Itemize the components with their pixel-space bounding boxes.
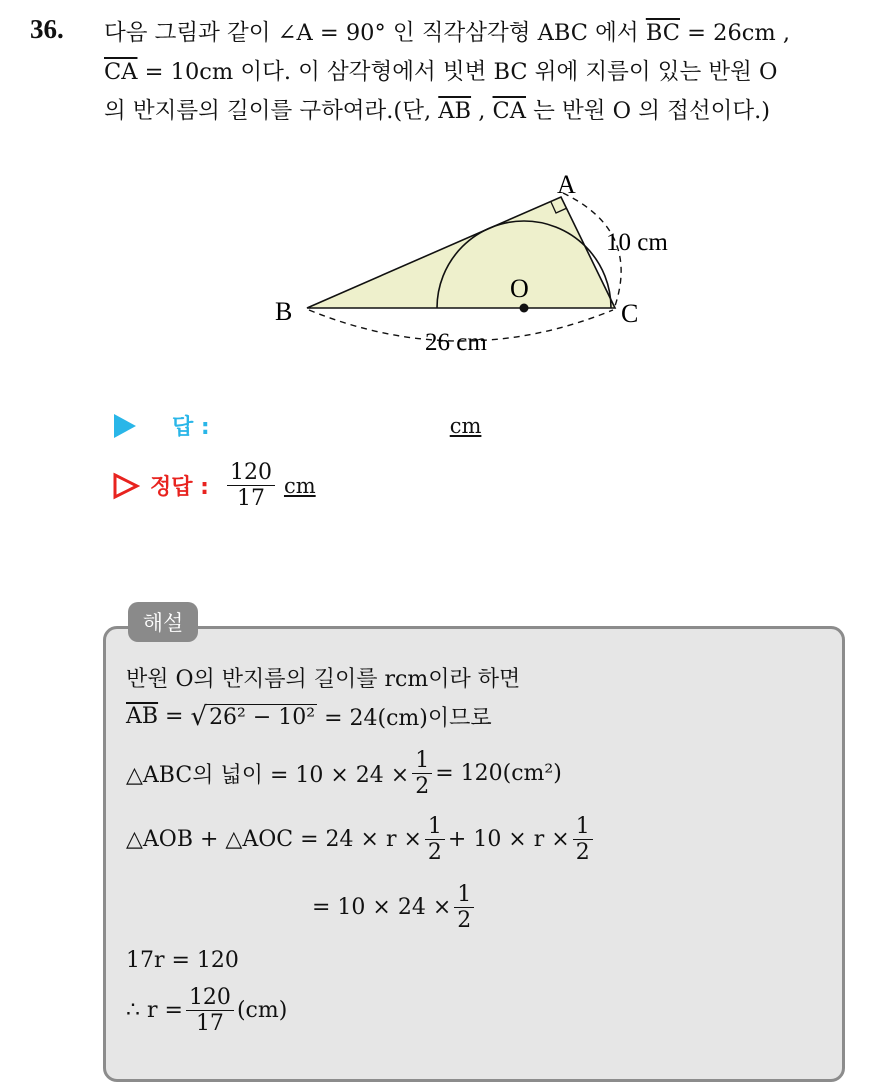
question-line-2: $\overline{CA} = 10cm$ 이다. 이 삼각형에서 빗변 BC 위에 지름이 있는 반원 O <box>104 59 778 85</box>
solution-line-3: △ABC의 넓이 = 10 × 24 × $\frac{1}{2}$ = 120(cm²) <box>126 748 562 800</box>
answer-label: 답 : <box>172 415 210 440</box>
segment-ca: $\overline{CA}$ <box>492 98 526 124</box>
label-ca-length: 10 cm <box>606 229 668 256</box>
question-line-1: 다음 그림과 같이 ∠A = 90° 인 직각삼각형 ABC 에서 $\overline{BC} = 26cm$ , <box>104 20 791 46</box>
solution-line-2: $\overline{AB}$ = √ 26² − 10² = 24(cm)이므로 <box>126 701 492 732</box>
fraction-half: $\frac{1}{2}$ <box>573 814 593 866</box>
outline-arrow-icon <box>112 472 140 500</box>
fraction-half: $\frac{1}{2}$ <box>454 882 474 934</box>
square-root: √ 26² − 10² <box>190 701 316 732</box>
segment-bc: $\overline{BC}$ <box>645 20 680 46</box>
solution-line-4: △AOB + △AOC = 24 × r × $\frac{1}{2}$ + 10 × r × $\frac{1}{2}$ <box>126 814 596 866</box>
label-o: O <box>510 274 529 303</box>
label-a: A <box>557 170 576 199</box>
correct-answer-row <box>112 460 316 512</box>
answer-unit: cm <box>449 413 482 438</box>
triangle-figure <box>0 0 884 400</box>
question-line-3: 의 반지름의 길이를 구하여라.(단, $\overline{AB}$ , $\overline{CA}$ 는 반원 O 의 접선이다.) <box>104 98 771 124</box>
triangle-abc <box>307 197 615 308</box>
answer-row <box>112 410 481 441</box>
fraction-half: $\frac{1}{2}$ <box>412 748 432 800</box>
label-c: C <box>621 299 639 328</box>
play-arrow-icon <box>112 412 138 440</box>
solution-line-5: = 10 × 24 × $\frac{1}{2}$ <box>312 882 477 934</box>
center-point-o <box>520 304 529 313</box>
segment-ab: $\overline{AB}$ <box>438 98 472 124</box>
fraction-numerator: 120 <box>227 460 275 486</box>
label-bc-length: 26 cm <box>425 329 487 356</box>
question-number: 36. <box>30 14 64 44</box>
solution-line-6: 17r = 120 <box>126 948 239 973</box>
correct-answer-label: 정답 : <box>150 475 209 501</box>
solution-line-1: 반원 O의 반지름의 길이를 rcm이라 하면 <box>126 667 521 692</box>
correct-answer-unit: cm <box>283 473 316 498</box>
answer-fraction <box>227 460 275 512</box>
fraction-result: $\frac{120}{17}$ <box>186 985 234 1037</box>
fraction-denominator: 17 <box>236 486 265 512</box>
label-b: B <box>275 297 293 326</box>
solution-line-7: ∴ r = $\frac{120}{17}$ (cm) <box>126 985 288 1037</box>
fraction-half: $\frac{1}{2}$ <box>425 814 445 866</box>
solution-tab: 해설 <box>128 602 198 642</box>
segment-ca: $\overline{CA}$ <box>104 59 138 85</box>
